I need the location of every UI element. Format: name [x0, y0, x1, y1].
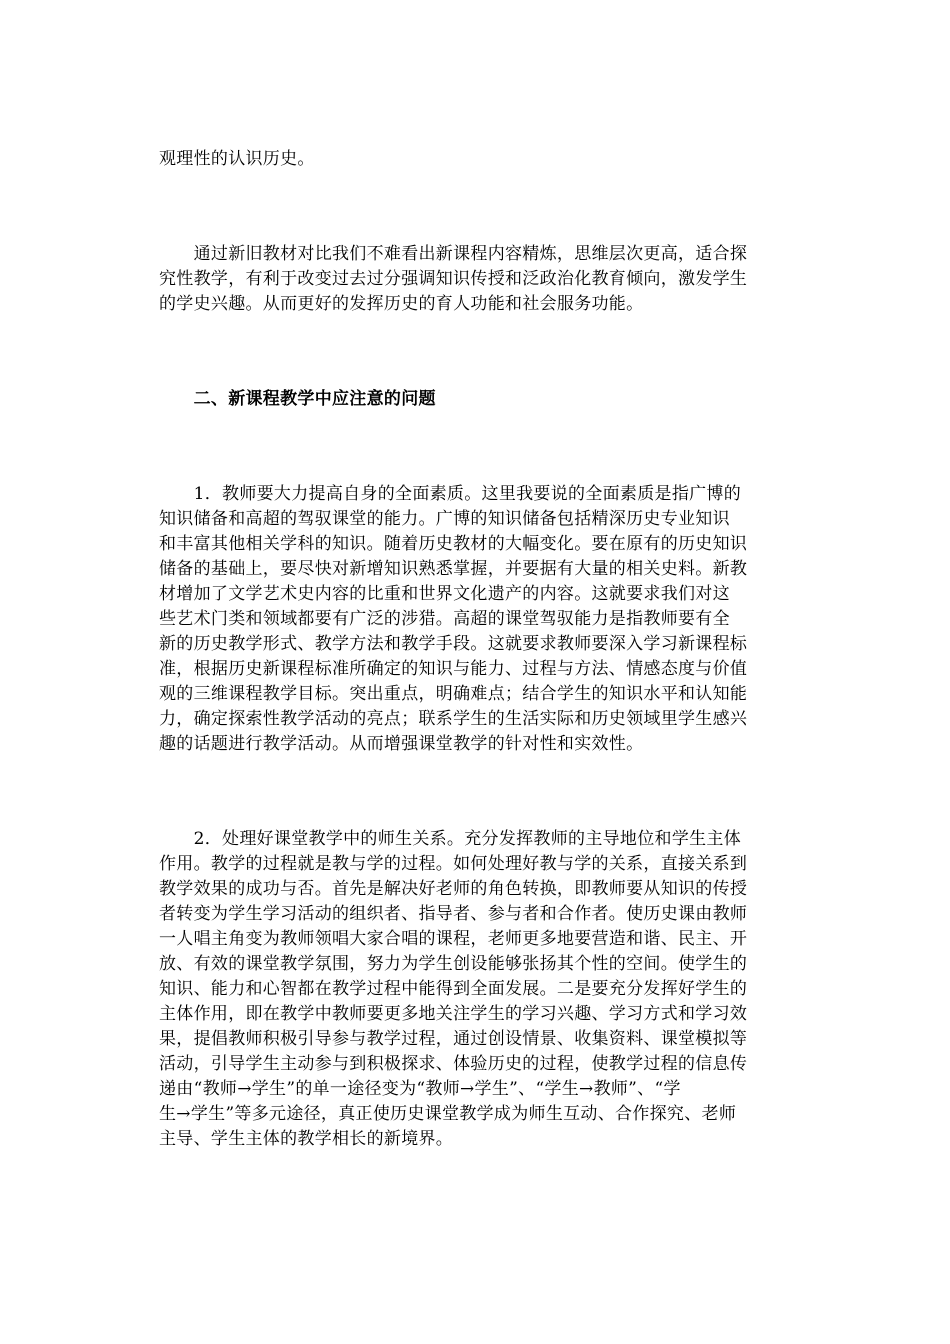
paragraph-3-line: 新的历史教学形式、教学方法和教学手段。这就要求教师要深入学习新课程标: [159, 634, 748, 654]
paragraph-4-line: 主导、学生主体的教学相长的新境界。: [159, 1129, 454, 1149]
paragraph-1-line: 通过新旧教材对比我们不难看出新课程内容精炼，思维层次更高，适合探: [159, 244, 748, 264]
paragraph-4-line: 知识、能力和心智都在教学过程中能得到全面发展。二是要充分发挥好学生的: [159, 979, 748, 999]
paragraph-1-line: 究性教学，有利于改变过去过分强调知识传授和泛政治化教育倾向，激发学生: [159, 269, 748, 289]
paragraph-4-line: 递由“教师→学生”的单一途径变为“教师→学生”、“学生→教师”、“学: [159, 1079, 681, 1099]
paragraph-3-line: 力，确定探索性教学活动的亮点；联系学生的生活实际和历史领域里学生感兴: [159, 709, 748, 729]
paragraph-4-line: 2．处理好课堂教学中的师生关系。充分发挥教师的主导地位和学生主体: [159, 829, 742, 849]
paragraph-4-line: 教学效果的成功与否。首先是解决好老师的角色转换，即教师要从知识的传授: [159, 879, 748, 899]
paragraph-3-line: 材增加了文学艺术史内容的比重和世界文化遗产的内容。这就要求我们对这: [159, 584, 730, 604]
paragraph-0-line: 观理性的认识历史。: [159, 149, 315, 169]
paragraph-4-line: 放、有效的课堂教学氛围，努力为学生创设能够张扬其个性的空间。使学生的: [159, 954, 748, 974]
paragraph-4-line: 主体作用，即在教学中教师要更多地关注学生的学习兴趣、学习方式和学习效: [159, 1004, 748, 1024]
paragraph-3-line: 趣的话题进行教学活动。从而增强课堂教学的针对性和实效性。: [159, 734, 644, 754]
paragraph-3-line: 1．教师要大力提高自身的全面素质。这里我要说的全面素质是指广博的: [159, 484, 742, 504]
paragraph-3-line: 些艺术门类和领域都要有广泛的涉猎。高超的课堂驾驭能力是指教师要有全: [159, 609, 730, 629]
paragraph-3-line: 和丰富其他相关学科的知识。随着历史教材的大幅变化。要在原有的历史知识: [159, 534, 748, 554]
paragraph-4-line: 作用。教学的过程就是教与学的过程。如何处理好教与学的关系，直接关系到: [159, 854, 748, 874]
paragraph-4-line: 果，提倡教师积极引导参与教学过程，通过创设情景、收集资料、课堂模拟等: [159, 1029, 748, 1049]
paragraph-3-line: 准，根据历史新课程标准所确定的知识与能力、过程与方法、情感态度与价值: [159, 659, 748, 679]
paragraph-4-line: 活动，引导学生主动参与到积极探求、体验历史的过程，使教学过程的信息传: [159, 1054, 748, 1074]
paragraph-4-line: 生→学生”等多元途径，真正使历史课堂教学成为师生互动、合作探究、老师: [159, 1104, 737, 1124]
paragraph-3-line: 储备的基础上，要尽快对新增知识熟悉掌握，并要据有大量的相关史料。新教: [159, 559, 748, 579]
paragraph-3-line: 知识储备和高超的驾驭课堂的能力。广博的知识储备包括精深历史专业知识: [159, 509, 730, 529]
paragraph-1-line: 的学史兴趣。从而更好的发挥历史的育人功能和社会服务功能。: [159, 294, 644, 314]
paragraph-3-line: 观的三维课程教学目标。突出重点，明确难点；结合学生的知识水平和认知能: [159, 684, 748, 704]
paragraph-4-line: 者转变为学生学习活动的组织者、指导者、参与者和合作者。使历史课由教师: [159, 904, 748, 924]
paragraph-4-line: 一人唱主角变为教师领唱大家合唱的课程，老师更多地要营造和谐、民主、开: [159, 929, 748, 949]
section-heading: 二、新课程教学中应注意的问题: [159, 389, 436, 409]
